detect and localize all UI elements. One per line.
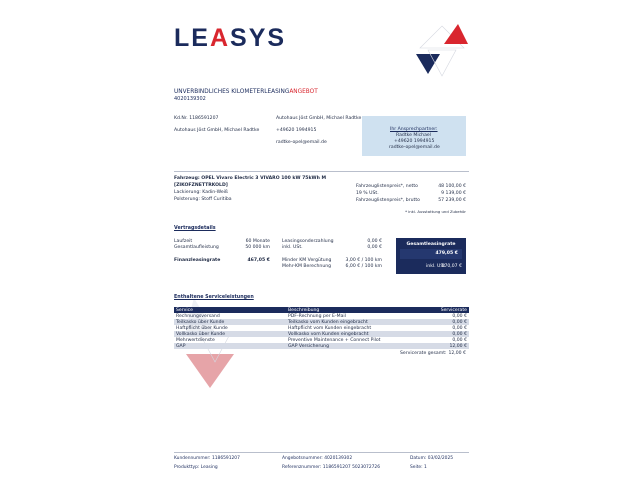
service-rate: 0,00 € bbox=[429, 331, 469, 337]
logo-part-a: A bbox=[209, 24, 231, 52]
down-payment-value: 0,00 € bbox=[367, 239, 382, 244]
more-km-value: 6,00 € / 100 km bbox=[345, 264, 382, 269]
down-payment-vat-label: inkl. USt. bbox=[282, 245, 303, 250]
footer-offer-number bbox=[282, 456, 352, 461]
service-name: GAP bbox=[174, 343, 286, 349]
footer-reference-number bbox=[282, 465, 380, 470]
down-payment-vat-value: 0,00 € bbox=[367, 245, 382, 250]
service-name: Vollkasko über Kunde bbox=[174, 331, 286, 337]
price-label-net: Fahrzeuglistenpreis*, netto bbox=[356, 184, 418, 189]
price-label-gross: Fahrzeuglistenpreis*, brutto bbox=[356, 198, 420, 203]
footer-value: 03/02/2025 bbox=[427, 456, 454, 461]
service-name: Rechnungsversand bbox=[176, 313, 220, 319]
service-rate: 0,00 € bbox=[452, 325, 467, 331]
logo-part-sys: SYS bbox=[230, 24, 287, 52]
finance-rate-label: Finanzleasingrate bbox=[174, 258, 221, 263]
title-main: UNVERBINDLICHES KILOMETERLEASING bbox=[174, 89, 290, 95]
total-rate-net-bar bbox=[400, 249, 462, 259]
footer-label: Referenznummer: bbox=[282, 465, 322, 470]
contract-heading: Vertragsdetails bbox=[174, 226, 216, 231]
service-name: Teilkasko über Kunde bbox=[174, 319, 286, 325]
service-rate: 0,00 € bbox=[452, 337, 467, 343]
total-rate-gross-label: inkl. USt. bbox=[426, 264, 447, 269]
footer-product-type bbox=[174, 465, 218, 470]
services-heading: Enthaltene Serviceleistungen bbox=[174, 295, 254, 300]
term-value: 60 Monate bbox=[245, 239, 270, 244]
total-rate-heading: Gesamtleasingrate bbox=[406, 242, 456, 247]
term-label: Laufzeit bbox=[174, 239, 193, 244]
service-name: Haftpflicht über Kunde bbox=[176, 325, 228, 331]
decorative-triangles-icon bbox=[414, 22, 470, 78]
total-rate-box bbox=[396, 238, 466, 274]
customer-number: Kd.Nr. 1186591207 bbox=[174, 116, 219, 121]
offer-number: 4020139302 bbox=[174, 96, 206, 102]
price-value-gross: 57 239,00 € bbox=[438, 198, 466, 203]
dealer-address: Autohaus Jöst GmbH, Michael Radtke bbox=[276, 116, 362, 121]
contact-email[interactable]: radtke-opel@email.de bbox=[389, 145, 440, 150]
footer-value: 4020139302 bbox=[324, 456, 353, 461]
footer-date bbox=[410, 456, 453, 461]
price-label-vat: 19 % USt. bbox=[356, 191, 379, 196]
service-rate: 0,00 € bbox=[452, 313, 467, 319]
price-value-net: 48 100,00 € bbox=[438, 184, 466, 189]
logo-part-le: LE bbox=[174, 24, 210, 52]
service-name: Mehrwertdienste bbox=[176, 337, 215, 343]
service-description: GAP Versicherung bbox=[286, 343, 429, 349]
contact-phone: +49620 1994915 bbox=[394, 139, 435, 144]
service-description: Teilkasko vom Kunden eingebracht bbox=[286, 319, 429, 325]
less-km-value: 3,00 € / 100 km bbox=[345, 258, 382, 263]
finance-rate-value: 467,05 € bbox=[247, 258, 270, 263]
vehicle-upholstery: Polsterung: Stoff Curitiba bbox=[174, 197, 232, 202]
service-total-label: Servicerate gesamt: bbox=[400, 351, 447, 356]
more-km-label: Mehr-KM Berechnung bbox=[282, 264, 332, 269]
leasys-logo bbox=[174, 24, 286, 53]
footer-label: Kundennummer: bbox=[174, 456, 211, 461]
contact-box bbox=[362, 116, 466, 156]
table-row bbox=[174, 343, 469, 349]
service-description: PDF-Rechnung per E-Mail bbox=[288, 313, 346, 319]
footer-label: Angebotsnummer: bbox=[282, 456, 323, 461]
col-rate: Servicerate bbox=[429, 307, 469, 313]
less-km-label: Minder KM Vergütung bbox=[282, 258, 332, 263]
footer-value: Leasing bbox=[200, 465, 218, 470]
footer-customer-number bbox=[174, 456, 240, 461]
title-highlight: ANGEBOT bbox=[289, 89, 318, 95]
total-rate-net: 479,05 € bbox=[435, 251, 458, 256]
document-title bbox=[174, 89, 318, 95]
service-description: Vollkasko vom Kunden eingebracht bbox=[286, 331, 429, 337]
mileage-label: Gesamtlaufleistung bbox=[174, 245, 219, 250]
contact-heading: Ihr Ansprechpartner: bbox=[390, 127, 438, 132]
footer-page bbox=[410, 465, 427, 470]
dealer-name: Autohaus Jöst GmbH, Michael Radtke bbox=[174, 128, 260, 133]
dealer-email: radtke-opel@email.de bbox=[276, 140, 327, 145]
vehicle-model: Fahrzeug: OPEL Vivaro Electric 3 VIVARO 100 kW 75kWh M bbox=[174, 176, 327, 181]
footer-value: 1 bbox=[424, 465, 427, 470]
contact-name: Radtke Michael bbox=[396, 133, 432, 138]
service-description: Haftpflicht vom Kunden eingebracht bbox=[288, 325, 372, 331]
service-description: Preventive Maintenance + Connect Pilot bbox=[288, 337, 381, 343]
footer-label: Seite: bbox=[410, 465, 423, 470]
col-description: Beschreibung bbox=[286, 307, 429, 313]
total-rate-gross: 570,07 € bbox=[441, 264, 462, 269]
divider bbox=[174, 171, 469, 172]
service-total-value: 12,00 € bbox=[448, 351, 466, 356]
dealer-phone: +49620 1994915 bbox=[276, 128, 317, 133]
footer-label: Produkttyp: bbox=[174, 465, 200, 470]
price-value-vat: 9 139,00 € bbox=[441, 191, 466, 196]
down-payment-label: Leasingsonderzahlung bbox=[282, 239, 334, 244]
footer-value: 1186591207 bbox=[211, 456, 240, 461]
services-table bbox=[174, 307, 469, 349]
footer-label: Datum: bbox=[410, 456, 427, 461]
footer-divider bbox=[174, 452, 469, 453]
col-service: Service bbox=[174, 307, 286, 313]
vehicle-paint: Lackierung: Kadin-Weiß bbox=[174, 190, 228, 195]
mileage-value: 50 000 km bbox=[245, 245, 270, 250]
vehicle-code: [ZIKOFZNETTRKOLD] bbox=[174, 183, 228, 188]
price-footnote: * inkl. Ausstattung und Zubehör bbox=[405, 209, 466, 214]
service-rate: 12,00 € bbox=[429, 343, 469, 349]
service-rate: 0,00 € bbox=[429, 319, 469, 325]
footer-value: 1186591207 5023072726 bbox=[322, 465, 380, 470]
